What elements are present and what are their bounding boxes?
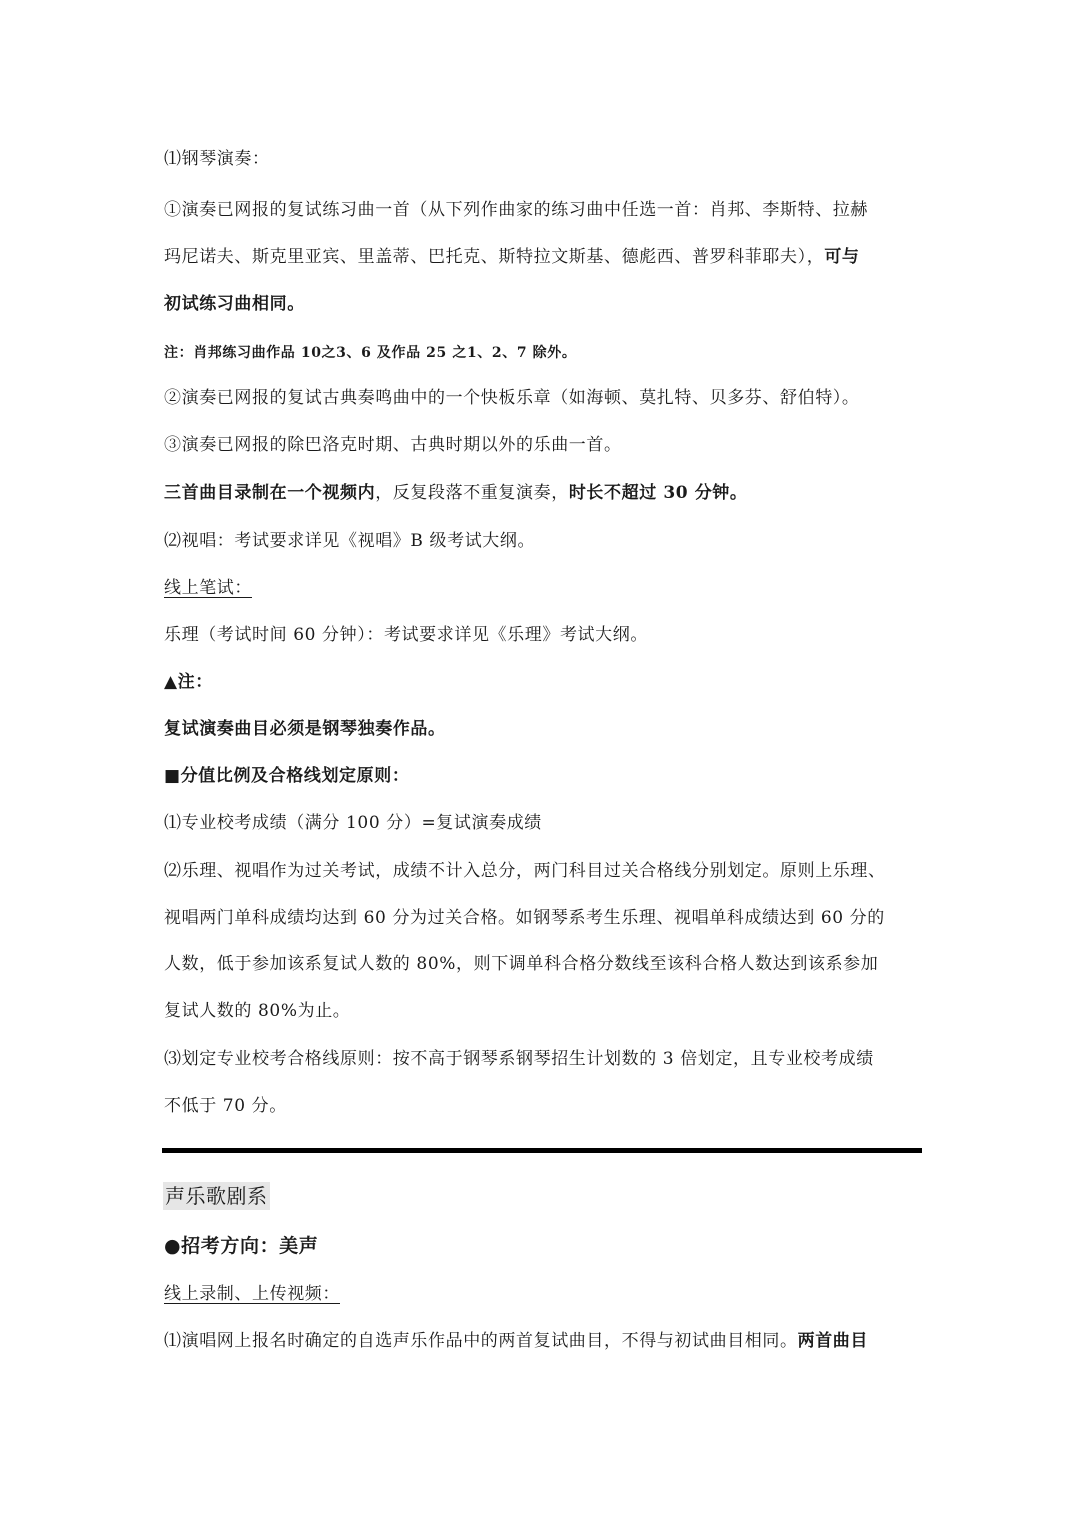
ratio-item3-line2: 不低于 70 分。 <box>164 1096 287 1116</box>
ratio-heading: ■分值比例及合格线划定原则： <box>164 766 410 786</box>
item1-line1: ①演奏已网报的复试练习曲一首（从下列作曲家的练习曲中任选一首：肖邦、李斯特、拉赫 <box>164 200 868 220</box>
item1-line2-bold: 可与 <box>824 247 860 267</box>
section-divider <box>162 1148 922 1153</box>
record-requirement-mid: ，反复段落不重复演奏， <box>375 483 569 503</box>
ratio-item1: ⑴专业校考成绩（满分 100 分）=复试演奏成绩 <box>164 813 542 833</box>
item3: ③演奏已网报的除巴洛克时期、古典时期以外的乐曲一首。 <box>164 435 622 455</box>
vocal-dept-heading: 声乐歌剧系 <box>165 1184 268 1208</box>
vocal-item1 <box>164 1330 924 1352</box>
piano-heading: ⑴钢琴演奏： <box>164 149 270 169</box>
record-requirement <box>164 482 924 504</box>
ratio-item2-line1: ⑵乐理、视唱作为过关考试，成绩不计入总分，两门科目过关合格线分别划定。原则上乐理、 <box>164 861 886 881</box>
solo-required: 复试演奏曲目必须是钢琴独奏作品。 <box>164 719 446 739</box>
ratio-item2-line4: 复试人数的 80%为止。 <box>164 1001 351 1021</box>
item2: ②演奏已网报的复试古典奏鸣曲中的一个快板乐章（如海顿、莫扎特、贝多芬、舒伯特）。 <box>164 388 860 408</box>
online-written-heading: 线上笔试： <box>164 578 252 598</box>
chopin-note: 注：肖邦练习曲作品 10之3、6 及作品 25 之1、2、7 除外。 <box>164 345 577 361</box>
ratio-item2-line3: 人数，低于参加该系复试人数的 80%，则下调单科合格分数线至该科合格人数达到该系参加 <box>164 954 879 974</box>
record-requirement-bold2: 时长不超过 30 分钟。 <box>568 483 748 503</box>
note-label: ▲注： <box>164 672 213 692</box>
item1-line2-text: 玛尼诺夫、斯克里亚宾、里盖蒂、巴托克、斯特拉文斯基、德彪西、普罗科菲耶夫）， <box>164 247 825 267</box>
ratio-item3-line1: ⑶划定专业校考合格线原则：按不高于钢琴系钢琴招生计划数的 3 倍划定，且专业校考成绩 <box>164 1049 874 1069</box>
theory-exam: 乐理（考试时间 60 分钟）：考试要求详见《乐理》考试大纲。 <box>164 625 648 645</box>
vocal-item1-text: ⑴演唱网上报名时确定的自选声乐作品中的两首复试曲目，不得与初试曲目相同。 <box>164 1331 798 1351</box>
direction-heading: ●招考方向：美声 <box>164 1235 319 1257</box>
record-requirement-bold1: 三首曲目录制在一个视频内 <box>164 483 376 503</box>
item1-line3: 初试练习曲相同。 <box>164 294 305 314</box>
sight-singing: ⑵视唱：考试要求详见《视唱》B 级考试大纲。 <box>164 531 536 551</box>
online-record-heading: 线上录制、上传视频： <box>164 1284 340 1304</box>
item1-line2 <box>164 246 924 268</box>
ratio-item2-line2: 视唱两门单科成绩均达到 60 分为过关合格。如钢琴系考生乐理、视唱单科成绩达到 60 分的 <box>164 908 885 928</box>
vocal-item1-bold: 两首曲目 <box>797 1331 869 1351</box>
